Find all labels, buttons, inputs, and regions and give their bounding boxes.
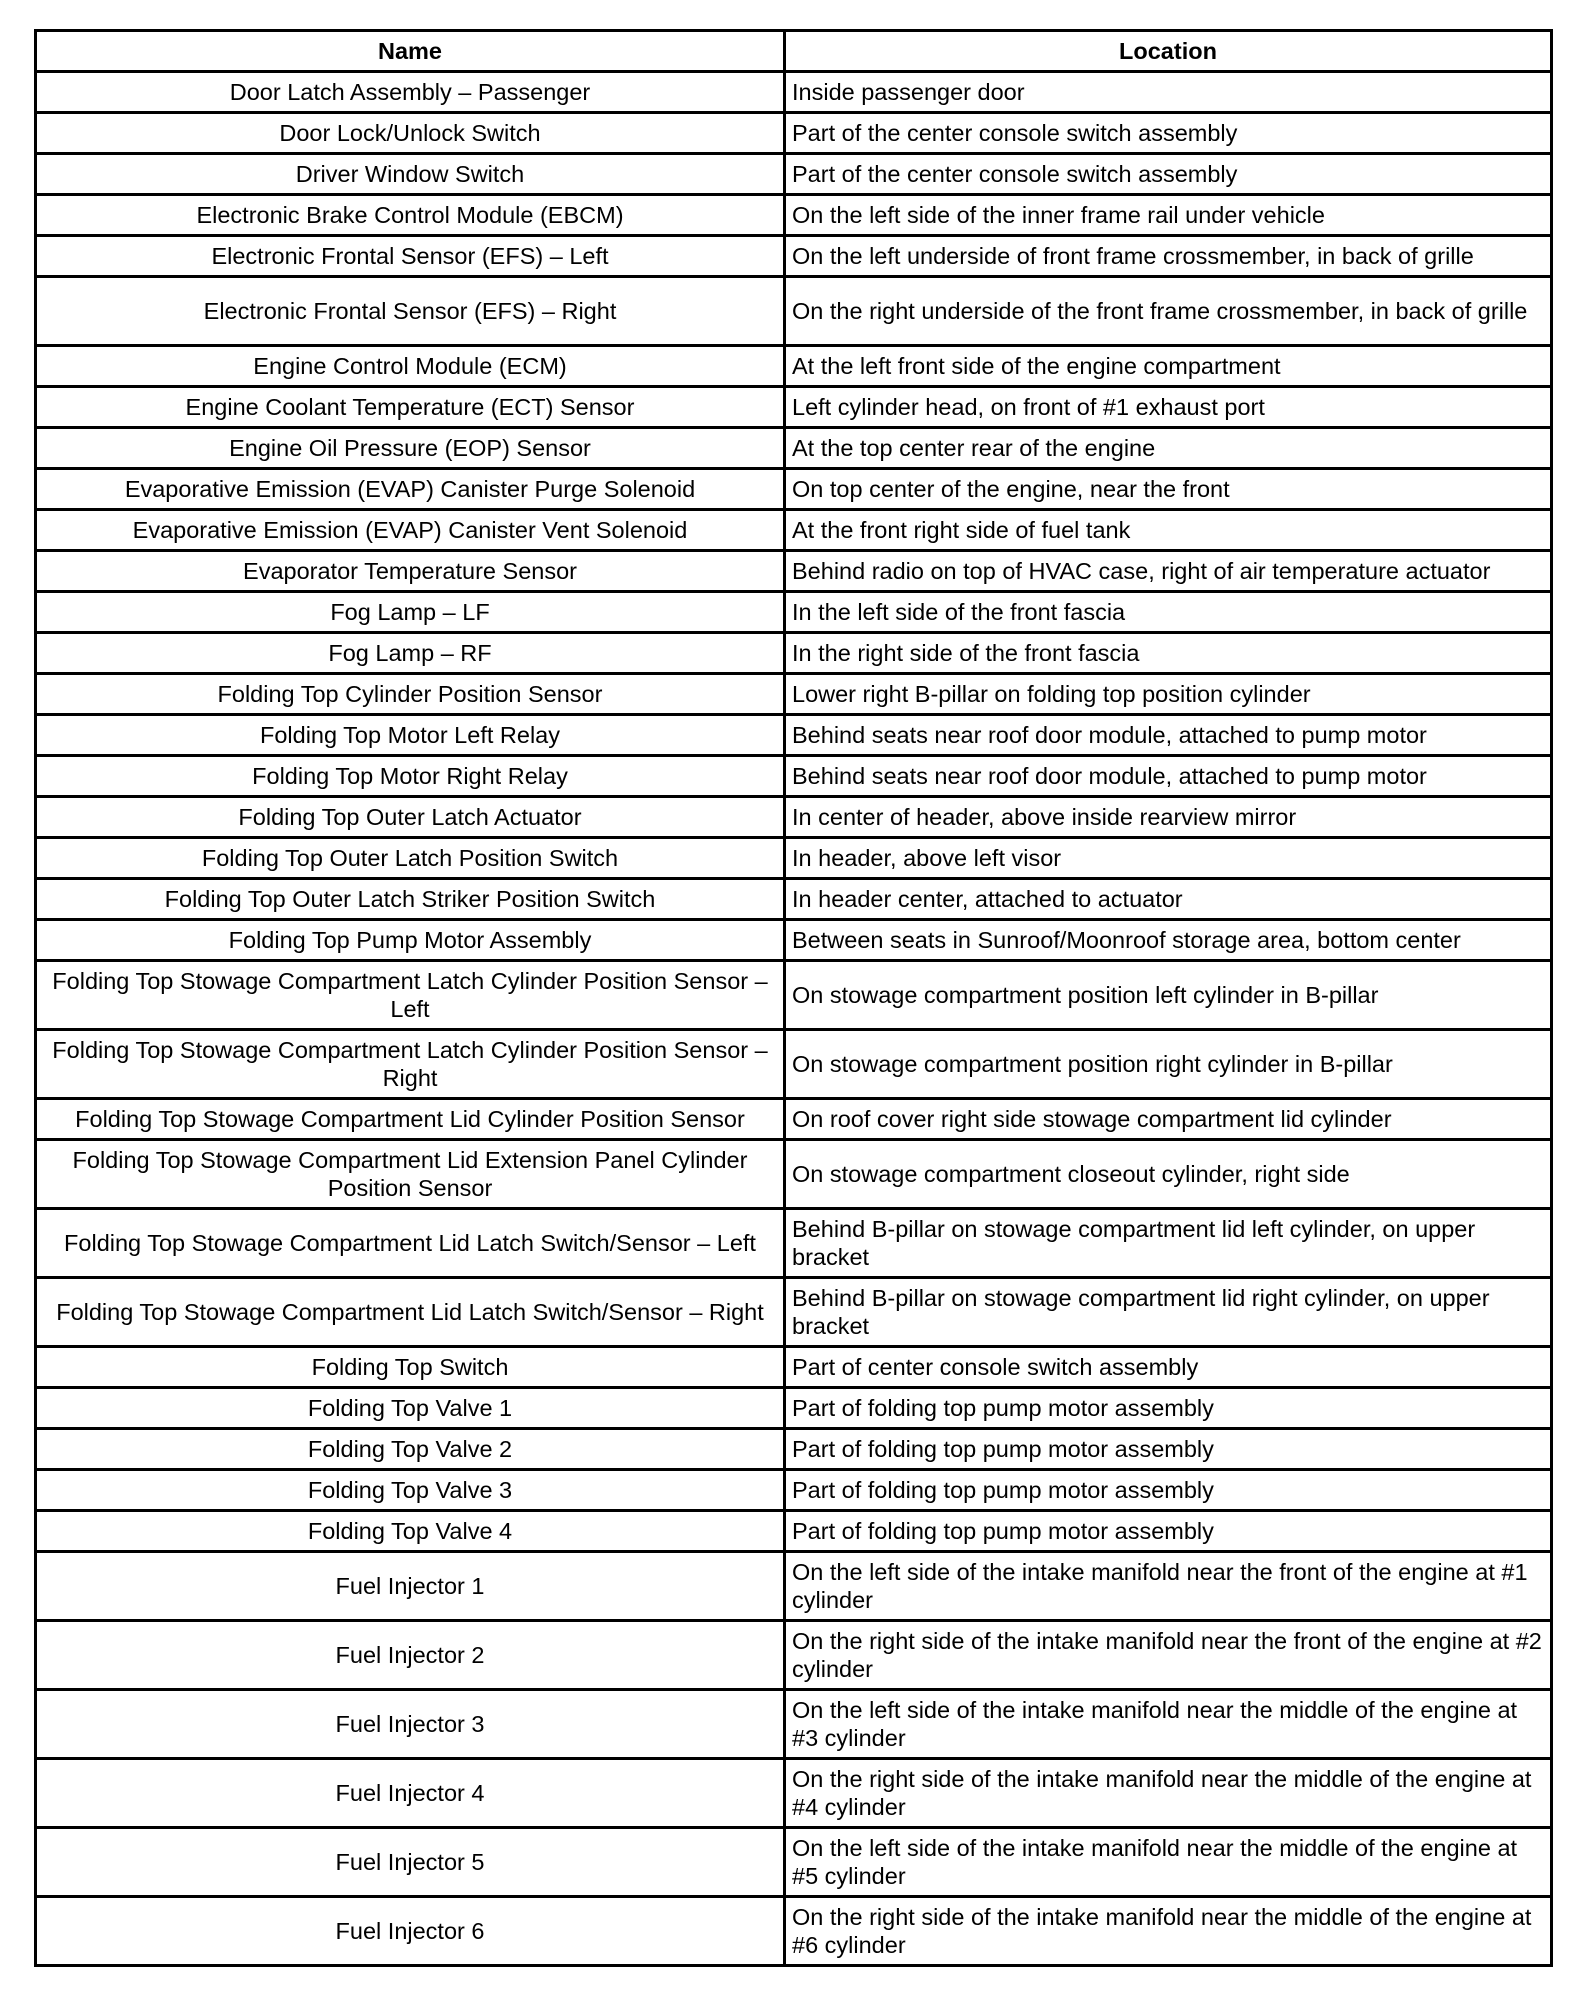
component-location-cell: On the left side of the intake manifold near the middle of the engine at #5 cylinder bbox=[785, 1828, 1552, 1897]
table-row bbox=[36, 1470, 1552, 1511]
component-name-cell: Folding Top Outer Latch Actuator bbox=[36, 797, 785, 838]
component-location-cell: Part of folding top pump motor assembly bbox=[785, 1470, 1552, 1511]
component-location-cell: Part of the center console switch assembly bbox=[785, 154, 1552, 195]
table-row bbox=[36, 195, 1552, 236]
component-location-cell: Inside passenger door bbox=[785, 72, 1552, 113]
table-row bbox=[36, 113, 1552, 154]
component-location-cell: Behind B-pillar on stowage compartment lid right cylinder, on upper bracket bbox=[785, 1278, 1552, 1347]
component-location-cell: Part of folding top pump motor assembly bbox=[785, 1511, 1552, 1552]
component-name-cell: Folding Top Stowage Compartment Lid Latch Switch/Sensor – Right bbox=[36, 1278, 785, 1347]
component-location-cell: Between seats in Sunroof/Moonroof storage area, bottom center bbox=[785, 920, 1552, 961]
table-row bbox=[36, 715, 1552, 756]
component-location-cell: Behind seats near roof door module, attached to pump motor bbox=[785, 756, 1552, 797]
component-name-cell: Fuel Injector 6 bbox=[36, 1897, 785, 1966]
component-name-cell: Electronic Frontal Sensor (EFS) – Left bbox=[36, 236, 785, 277]
component-name-cell: Door Latch Assembly – Passenger bbox=[36, 72, 785, 113]
component-name-cell: Folding Top Stowage Compartment Latch Cylinder Position Sensor – Right bbox=[36, 1030, 785, 1099]
table-row bbox=[36, 469, 1552, 510]
component-locator-table bbox=[34, 29, 1553, 1967]
table-row bbox=[36, 387, 1552, 428]
table-row bbox=[36, 236, 1552, 277]
component-location-cell: On the right side of the intake manifold near the middle of the engine at #6 cylinder bbox=[785, 1897, 1552, 1966]
component-name-cell: Evaporator Temperature Sensor bbox=[36, 551, 785, 592]
table-row bbox=[36, 879, 1552, 920]
component-name-cell: Folding Top Switch bbox=[36, 1347, 785, 1388]
table-row bbox=[36, 428, 1552, 469]
component-name-cell: Folding Top Cylinder Position Sensor bbox=[36, 674, 785, 715]
component-name-cell: Folding Top Valve 3 bbox=[36, 1470, 785, 1511]
component-name-cell: Fog Lamp – LF bbox=[36, 592, 785, 633]
component-location-cell: Behind B-pillar on stowage compartment lid left cylinder, on upper bracket bbox=[785, 1209, 1552, 1278]
component-location-cell: On stowage compartment position left cylinder in B-pillar bbox=[785, 961, 1552, 1030]
table-row bbox=[36, 1347, 1552, 1388]
table-row bbox=[36, 592, 1552, 633]
table-row bbox=[36, 1429, 1552, 1470]
component-location-cell: On the left underside of front frame crossmember, in back of grille bbox=[785, 236, 1552, 277]
table-row bbox=[36, 1030, 1552, 1099]
table-row bbox=[36, 1621, 1552, 1690]
component-name-cell: Folding Top Outer Latch Position Switch bbox=[36, 838, 785, 879]
table-row bbox=[36, 920, 1552, 961]
table-row bbox=[36, 838, 1552, 879]
component-name-cell: Fog Lamp – RF bbox=[36, 633, 785, 674]
component-name-cell: Fuel Injector 3 bbox=[36, 1690, 785, 1759]
component-name-cell: Engine Control Module (ECM) bbox=[36, 346, 785, 387]
component-location-cell: On stowage compartment position right cylinder in B-pillar bbox=[785, 1030, 1552, 1099]
component-location-cell: Part of the center console switch assembly bbox=[785, 113, 1552, 154]
table-row bbox=[36, 1278, 1552, 1347]
table-row bbox=[36, 1511, 1552, 1552]
table-row bbox=[36, 1897, 1552, 1966]
component-name-cell: Engine Coolant Temperature (ECT) Sensor bbox=[36, 387, 785, 428]
table-row bbox=[36, 1388, 1552, 1429]
component-name-cell: Evaporative Emission (EVAP) Canister Vent Solenoid bbox=[36, 510, 785, 551]
component-location-cell: On the right underside of the front frame crossmember, in back of grille bbox=[785, 277, 1552, 346]
component-name-cell: Fuel Injector 5 bbox=[36, 1828, 785, 1897]
component-location-cell: In the left side of the front fascia bbox=[785, 592, 1552, 633]
component-name-cell: Electronic Brake Control Module (EBCM) bbox=[36, 195, 785, 236]
component-location-cell: Left cylinder head, on front of #1 exhaust port bbox=[785, 387, 1552, 428]
table-row bbox=[36, 961, 1552, 1030]
component-location-cell: On stowage compartment closeout cylinder, right side bbox=[785, 1140, 1552, 1209]
component-location-cell: In center of header, above inside rearview mirror bbox=[785, 797, 1552, 838]
component-name-cell: Engine Oil Pressure (EOP) Sensor bbox=[36, 428, 785, 469]
component-location-cell: On the right side of the intake manifold near the front of the engine at #2 cylinder bbox=[785, 1621, 1552, 1690]
table-header-row bbox=[36, 31, 1552, 72]
component-name-cell: Folding Top Stowage Compartment Lid Latch Switch/Sensor – Left bbox=[36, 1209, 785, 1278]
table-row bbox=[36, 756, 1552, 797]
table-row bbox=[36, 1828, 1552, 1897]
component-name-cell: Door Lock/Unlock Switch bbox=[36, 113, 785, 154]
table-row bbox=[36, 346, 1552, 387]
component-location-cell: In header, above left visor bbox=[785, 838, 1552, 879]
table-row bbox=[36, 1209, 1552, 1278]
table-row bbox=[36, 510, 1552, 551]
component-name-cell: Folding Top Valve 4 bbox=[36, 1511, 785, 1552]
component-location-cell: Behind seats near roof door module, attached to pump motor bbox=[785, 715, 1552, 756]
component-name-cell: Driver Window Switch bbox=[36, 154, 785, 195]
component-name-cell: Folding Top Motor Left Relay bbox=[36, 715, 785, 756]
component-name-cell: Electronic Frontal Sensor (EFS) – Right bbox=[36, 277, 785, 346]
table-row bbox=[36, 797, 1552, 838]
component-location-cell: On the right side of the intake manifold near the middle of the engine at #4 cylinder bbox=[785, 1759, 1552, 1828]
column-header-location: Location bbox=[785, 31, 1552, 72]
table-row bbox=[36, 154, 1552, 195]
component-location-cell: At the left front side of the engine compartment bbox=[785, 346, 1552, 387]
component-locator-sheet bbox=[34, 29, 1550, 1967]
table-row bbox=[36, 1140, 1552, 1209]
table-row bbox=[36, 674, 1552, 715]
component-location-cell: Part of folding top pump motor assembly bbox=[785, 1429, 1552, 1470]
component-name-cell: Evaporative Emission (EVAP) Canister Purge Solenoid bbox=[36, 469, 785, 510]
table-row bbox=[36, 1099, 1552, 1140]
component-location-cell: At the top center rear of the engine bbox=[785, 428, 1552, 469]
component-name-cell: Folding Top Motor Right Relay bbox=[36, 756, 785, 797]
component-name-cell: Folding Top Outer Latch Striker Position Switch bbox=[36, 879, 785, 920]
component-location-cell: On roof cover right side stowage compartment lid cylinder bbox=[785, 1099, 1552, 1140]
component-location-cell: Lower right B-pillar on folding top position cylinder bbox=[785, 674, 1552, 715]
component-location-cell: Part of center console switch assembly bbox=[785, 1347, 1552, 1388]
table-row bbox=[36, 1690, 1552, 1759]
component-location-cell: Behind radio on top of HVAC case, right of air temperature actuator bbox=[785, 551, 1552, 592]
component-location-cell: At the front right side of fuel tank bbox=[785, 510, 1552, 551]
table-row bbox=[36, 1759, 1552, 1828]
component-name-cell: Folding Top Stowage Compartment Lid Extension Panel Cylinder Position Sensor bbox=[36, 1140, 785, 1209]
component-location-cell: Part of folding top pump motor assembly bbox=[785, 1388, 1552, 1429]
table-row bbox=[36, 551, 1552, 592]
component-name-cell: Fuel Injector 1 bbox=[36, 1552, 785, 1621]
component-location-cell: In the right side of the front fascia bbox=[785, 633, 1552, 674]
component-location-cell: On the left side of the inner frame rail under vehicle bbox=[785, 195, 1552, 236]
component-name-cell: Folding Top Valve 1 bbox=[36, 1388, 785, 1429]
component-name-cell: Fuel Injector 4 bbox=[36, 1759, 785, 1828]
table-row bbox=[36, 1552, 1552, 1621]
component-name-cell: Fuel Injector 2 bbox=[36, 1621, 785, 1690]
table-row bbox=[36, 277, 1552, 346]
table-row bbox=[36, 72, 1552, 113]
component-location-cell: On top center of the engine, near the front bbox=[785, 469, 1552, 510]
component-name-cell: Folding Top Pump Motor Assembly bbox=[36, 920, 785, 961]
component-name-cell: Folding Top Stowage Compartment Latch Cylinder Position Sensor – Left bbox=[36, 961, 785, 1030]
component-location-cell: On the left side of the intake manifold near the middle of the engine at #3 cylinder bbox=[785, 1690, 1552, 1759]
component-location-cell: On the left side of the intake manifold near the front of the engine at #1 cylinder bbox=[785, 1552, 1552, 1621]
component-name-cell: Folding Top Valve 2 bbox=[36, 1429, 785, 1470]
table-row bbox=[36, 633, 1552, 674]
column-header-name: Name bbox=[36, 31, 785, 72]
component-name-cell: Folding Top Stowage Compartment Lid Cylinder Position Sensor bbox=[36, 1099, 785, 1140]
component-location-cell: In header center, attached to actuator bbox=[785, 879, 1552, 920]
